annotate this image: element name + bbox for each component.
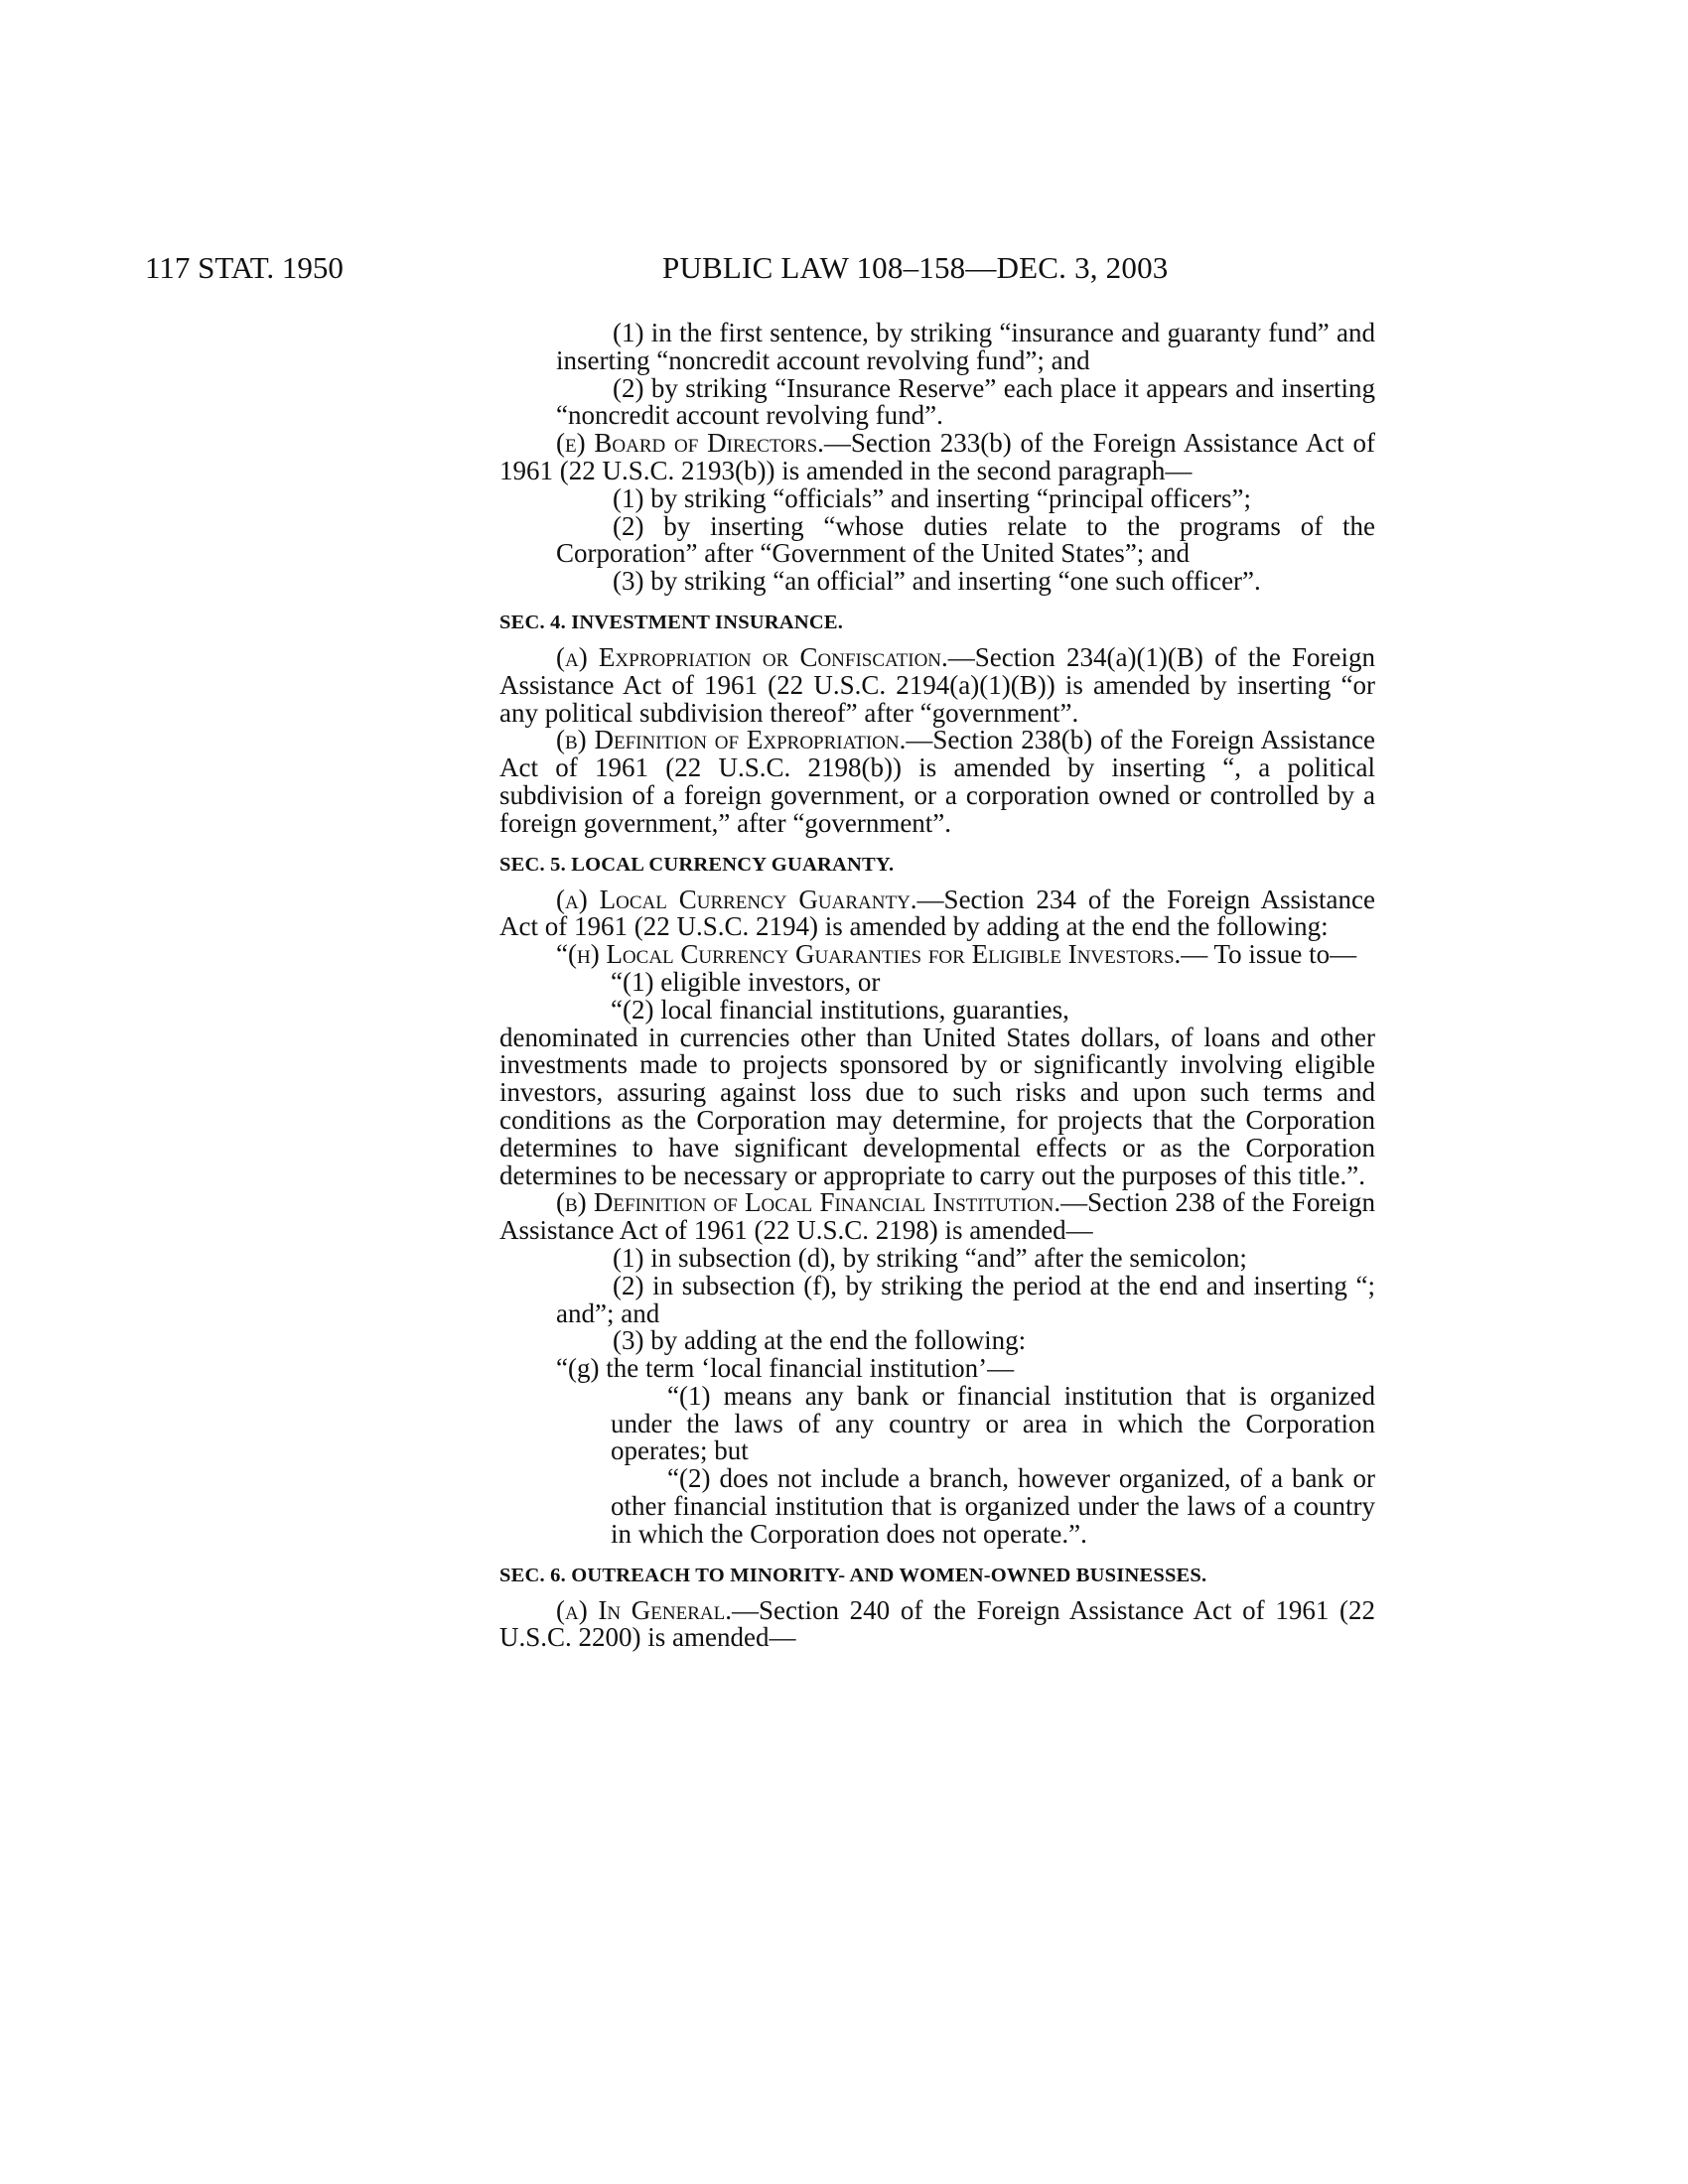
paragraph-heading: (a) Expropriation or Confiscation. (556, 641, 948, 672)
paragraph: “(2) local financial institutions, guaranties, (611, 994, 1069, 1024)
paragraph: “(1) means any bank or financial institution that is organized under the laws of any country or area in which the Corporation operates; but (611, 1380, 1375, 1466)
section-heading: SEC. 6. OUTREACH TO MINORITY- AND WOMEN-OWNED BUSINESSES. (499, 1564, 1207, 1586)
paragraph: “(2) does not include a branch, however organized, of a bank or other financial institution that is organized under the laws of a country in which the Corporation does not operate.”. (611, 1463, 1375, 1549)
section-heading: SEC. 5. LOCAL CURRENCY GUARANTY. (499, 853, 895, 876)
paragraph: (1) in the first sentence, by striking “insurance and guaranty fund” and inserting “noncredit account revolving fund”; and (556, 318, 1375, 375)
paragraph (499, 727, 1375, 837)
paragraph (499, 1594, 1375, 1653)
paragraph-text: —Section 240 of the Foreign Assistance Act of 1961 (22 U.S.C. 2200) is amended— (499, 1594, 1375, 1653)
paragraph-heading: (a) Local Currency Guaranty. (556, 884, 917, 914)
running-head: PUBLIC LAW 108–158—DEC. 3, 2003 (662, 250, 1169, 285)
paragraph-text: —Section 233(b) of the Foreign Assistance Act of 1961 (22 U.S.C. 2193(b)) is amended in the second paragraph— (499, 428, 1375, 485)
paragraph: (3) by adding at the end the following: (613, 1325, 1027, 1356)
paragraph: “(g) the term ‘local financial institution’— (556, 1353, 1015, 1384)
paragraph-heading: (b) Definition of Local Financial Institution. (556, 1187, 1061, 1218)
paragraph (499, 641, 1375, 728)
statute-page-number: 117 STAT. 1950 (145, 250, 344, 285)
document-body (499, 320, 1375, 1652)
paragraph-text: —Section 238(b) of the Foreign Assistance Act of 1961 (22 U.S.C. 2198(b)) is amended by inserting “, a political subdivision of a foreign government, or a corporation owned or controlled by a foreign government,” after “government”. (499, 725, 1375, 838)
paragraph-text: — To issue to— (1181, 939, 1357, 970)
paragraph-heading: (a) In General. (556, 1594, 732, 1625)
paragraph: (2) in subsection (f), by striking the period at the end and inserting “; and”; and (556, 1270, 1375, 1328)
paragraph: (2) by striking “Insurance Reserve” each place it appears and inserting “noncredit account revolving fund”. (556, 372, 1375, 431)
paragraph: (1) by striking “officials” and inserting “principal officers”; (613, 482, 1252, 513)
paragraph: “(1) eligible investors, or (611, 966, 881, 997)
section-heading: SEC. 4. INVESTMENT INSURANCE. (499, 611, 844, 633)
paragraph-text: —Section 238 of the Foreign Assistance Act of 1961 (22 U.S.C. 2198) is amended— (499, 1187, 1375, 1246)
paragraph: (1) in subsection (d), by striking “and” after the semicolon; (613, 1242, 1247, 1273)
page-header (0, 250, 1688, 290)
paragraph (499, 941, 1375, 969)
paragraph-heading: “(h) Local Currency Guaranties for Eligible Investors. (556, 939, 1182, 970)
paragraph: (2) by inserting “whose duties relate to the programs of the Corporation” after “Government of the United States”; and (556, 510, 1375, 569)
paragraph-heading: (b) Definition of Expropriation. (556, 725, 907, 755)
paragraph-heading: (e) Board of Directors. (556, 428, 824, 459)
paragraph (499, 430, 1375, 485)
paragraph-text: —Section 234(a)(1)(B) of the Foreign Assistance Act of 1961 (22 U.S.C. 2194(a)(1)(B)) is amended by inserting “or any political subdivision thereof” after “government”. (499, 641, 1375, 728)
paragraph (499, 884, 1375, 942)
paragraph (499, 1189, 1375, 1245)
paragraph: denominated in currencies other than United States dollars, of loans and other investments made to projects sponsored by or significantly involving eligible investors, assuring against loss due to such risks and upon such terms and conditions as the Corporation may determine, for projects that the Corporation determines to have significant developmental effects or as the Corporation determines to be necessary or appropriate to carry out the purposes of this title.”. (499, 1022, 1375, 1190)
paragraph-text: —Section 234 of the Foreign Assistance Act of 1961 (22 U.S.C. 2194) is amended by adding at the end the following: (499, 884, 1375, 942)
paragraph: (3) by striking “an official” and inserting “one such officer”. (613, 566, 1261, 597)
